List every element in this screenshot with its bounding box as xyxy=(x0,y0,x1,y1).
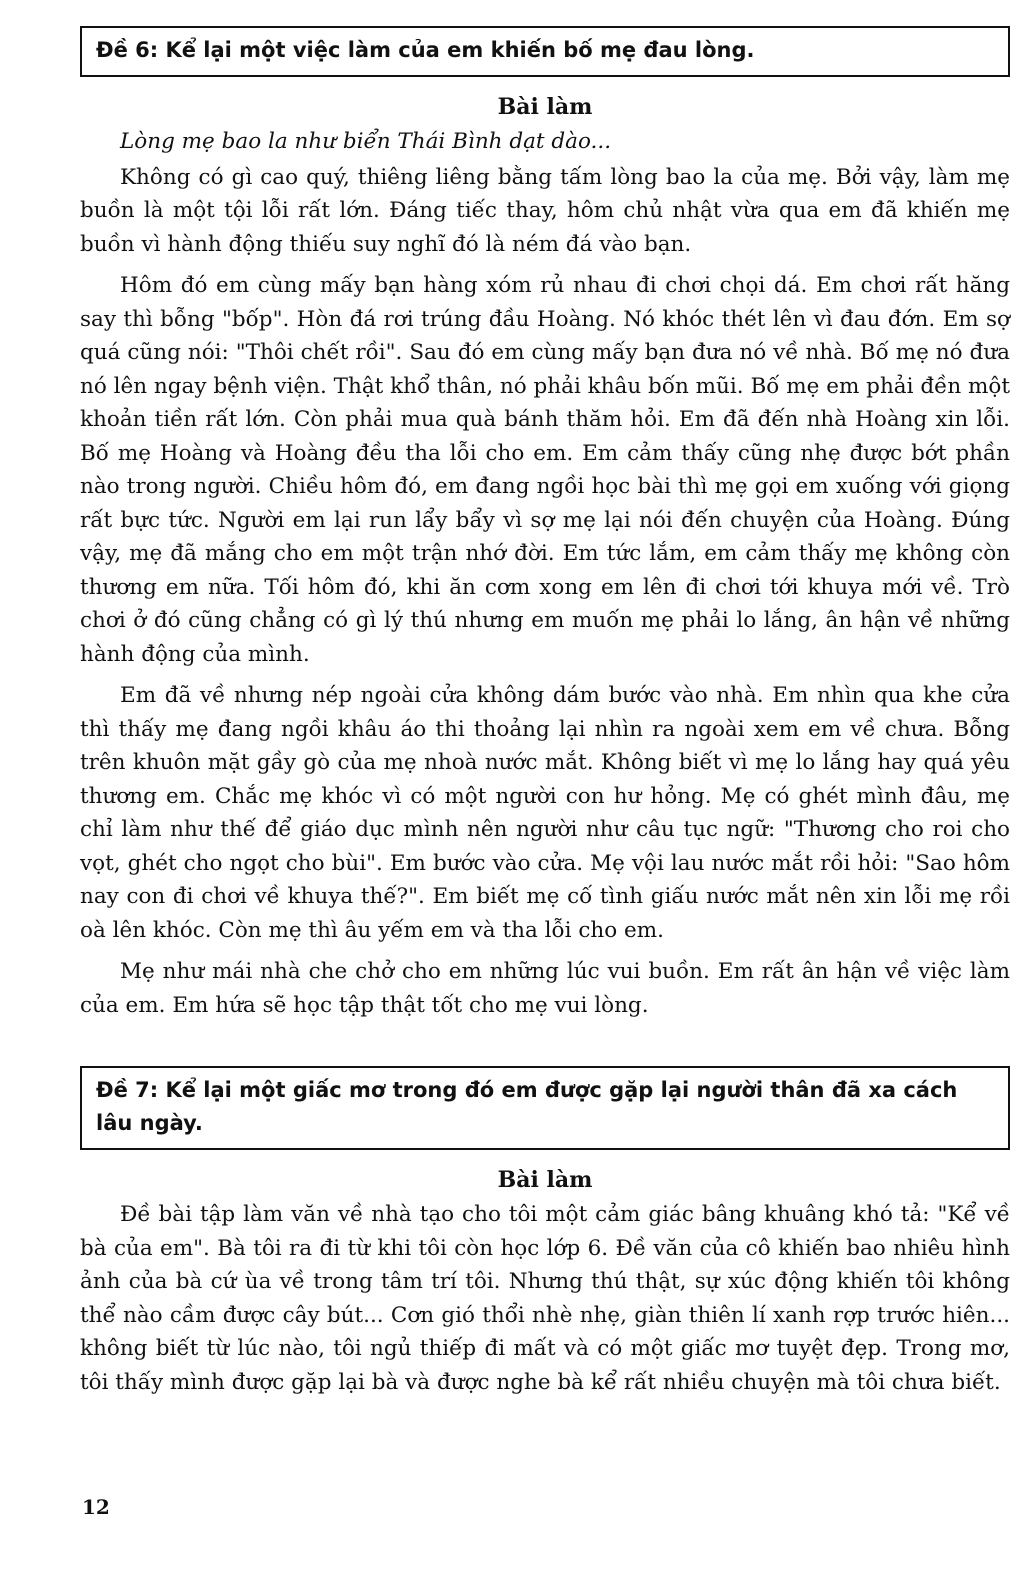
task-title-7: Đề 7: Kể lại một giấc mơ trong đó em được gặp lại người thân đã xa cách lâu ngày. xyxy=(96,1078,958,1135)
essay-paragraph: Không có gì cao quý, thiêng liêng bằng tấm lòng bao la của mẹ. Bởi vậy, làm mẹ buồn là một tội lỗi rất lớn. Đáng tiếc thay, hôm chủ nhật vừa qua em đã khiến mẹ buồn vì hành động thiếu suy nghĩ đó là ném đá vào bạn. xyxy=(80,164,1010,257)
essay-heading-7: Bài làm xyxy=(497,1167,593,1193)
essay-heading-6: Bài làm xyxy=(497,94,593,120)
task-title-6: Đề 6: Kể lại một việc làm của em khiến bố mẹ đau lòng. xyxy=(96,38,755,62)
task-box-6 xyxy=(80,26,1010,77)
document-page xyxy=(80,26,1010,1407)
essay-paragraph: Mẹ như mái nhà che chở cho em những lúc vui buồn. Em rất ân hận về việc làm của em. Em hứa sẽ học tập thật tốt cho mẹ vui lòng. xyxy=(80,959,1010,1018)
essay-paragraph: Đề bài tập làm văn về nhà tạo cho tôi một cảm giác bâng khuâng khó tả: "Kể về bà của em". Bà tôi ra đi từ khi tôi còn học lớp 6. Đề văn của cô khiến bao nhiêu hình ảnh của bà cứ ùa về trong tâm trí tôi. Nhưng thú thật, sự xúc động khiến tôi không thể nào cầm được cây bút... Cơn gió thổi nhè nhẹ, giàn thiên lí xanh rợp trước hiên... không biết từ lúc nào, tôi ngủ thiếp đi mất và có một giấc mơ tuyệt đẹp. Trong mơ, tôi thấy mình được gặp lại bà và được nghe bà kể rất nhiều chuyện mà tôi chưa biết. xyxy=(80,1202,1010,1395)
essay-paragraph: Hôm đó em cùng mấy bạn hàng xóm rủ nhau đi chơi chọi dá. Em chơi rất hăng say thì bỗng "bốp". Hòn đá rơi trúng đầu Hoàng. Nó khóc thét lên vì đau đớn. Em sợ quá cũng nói: "Thôi chết rồi". Sau đó em cùng mấy bạn đưa nó về nhà. Bố mẹ nó đưa nó lên ngay bệnh viện. Thật khổ thân, nó phải khâu bốn mũi. Bố mẹ em phải đền một khoản tiền rất lớn. Còn phải mua quà bánh thăm hỏi. Em đã đến nhà Hoàng xin lỗi. Bố mẹ Hoàng và Hoàng đều tha lỗi cho em. Em cảm thấy cũng nhẹ được bớt phần nào trong người. Chiều hôm đó, em đang ngồi học bài thì mẹ gọi em xuống với giọng rất bực tức. Người em lại run lẩy bẩy vì sợ mẹ lại nói đến chuyện của Hoàng. Đúng vậy, mẹ đã mắng cho em một trận nhớ đời. Em tức lắm, em cảm thấy mẹ không còn thương em nữa. Tối hôm đó, khi ăn cơm xong em lên đi chơi tới khuya mới về. Trò chơi ở đó cũng chẳng có gì lý thú nhưng em muốn mẹ phải lo lắng, ân hận về những hành động của mình. xyxy=(80,273,1010,667)
task-box-7 xyxy=(80,1066,1010,1150)
page-number: 12 xyxy=(82,1495,110,1519)
essay-quote-6: Lòng mẹ bao la như biển Thái Bình dạt dào... xyxy=(120,129,612,154)
essay-paragraph: Em đã về nhưng nép ngoài cửa không dám bước vào nhà. Em nhìn qua khe cửa thì thấy mẹ đang ngồi khâu áo thi thoảng lại nhìn ra ngoài xem em về chưa. Bỗng trên khuôn mặt gầy gò của mẹ nhoà nước mắt. Không biết vì mẹ lo lắng hay quá yêu thương em. Chắc mẹ khóc vì có một người con hư hỏng. Mẹ có ghét mình đâu, mẹ chỉ làm như thế để giáo dục mình nên người như câu tục ngữ: "Thương cho roi cho vọt, ghét cho ngọt cho bùi". Em bước vào cửa. Mẹ vội lau nước mắt rồi hỏi: "Sao hôm nay con đi chơi về khuya thế?". Em biết mẹ cố tình giấu nước mắt nên xin lỗi mẹ rồi oà lên khóc. Còn mẹ thì âu yếm em và tha lỗi cho em. xyxy=(80,683,1010,943)
